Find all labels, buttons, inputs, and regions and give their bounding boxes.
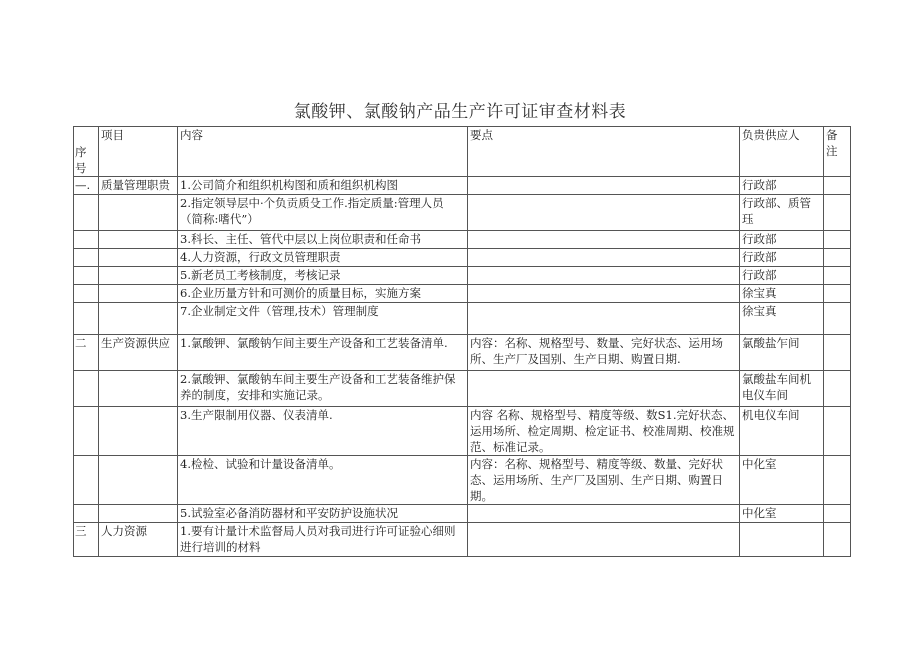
table-row <box>74 371 851 407</box>
cell-note <box>824 335 851 371</box>
cell-points <box>468 267 740 285</box>
cell-project <box>99 505 178 523</box>
cell-points <box>468 231 740 249</box>
cell-points: 内容 名称、规格型号、精度等级、数S1.完好状态、运用场所、检定周期、检定证书、校准周期、校准规范、标准记录。 <box>468 407 740 456</box>
cell-responsible: 氯酸盐乍间 <box>740 335 824 371</box>
cell-note <box>824 407 851 456</box>
cell-responsible: 中化室 <box>740 505 824 523</box>
cell-note <box>824 371 851 407</box>
cell-note <box>824 505 851 523</box>
table-row <box>74 195 851 231</box>
table-row <box>74 249 851 267</box>
cell-content: 4.人力资源，行政文员管理职责 <box>178 249 468 267</box>
table-row <box>74 177 851 195</box>
table-row <box>74 303 851 335</box>
cell-note <box>824 231 851 249</box>
table-row <box>74 267 851 285</box>
cell-note <box>824 195 851 231</box>
cell-content: 1.氯酸钾、氯酸钠乍间主要生产设备和工艺装备清单. <box>178 335 468 371</box>
cell-responsible: 行政部 <box>740 249 824 267</box>
header-content: 内容 <box>178 127 468 177</box>
cell-project <box>99 456 178 505</box>
cell-seq <box>74 231 99 249</box>
cell-responsible: 行政部 <box>740 267 824 285</box>
cell-note <box>824 285 851 303</box>
table-row <box>74 456 851 505</box>
document-title: 氯酸钾、氯酸钠产品生产许可证审查材料表 <box>293 102 627 122</box>
cell-content: 1.公司简介和组织机构图和质和组织机构图 <box>178 177 468 195</box>
cell-responsible: 行政部 <box>740 231 824 249</box>
cell-content: 5.新老员工考核制度，考核记录 <box>178 267 468 285</box>
cell-seq <box>74 303 99 335</box>
cell-note <box>824 456 851 505</box>
cell-note <box>824 177 851 195</box>
cell-content: 3.生产限制用仪器、仪表清单. <box>178 407 468 456</box>
cell-project: 质量管理职贵 <box>99 177 178 195</box>
cell-points <box>468 177 740 195</box>
cell-points <box>468 285 740 303</box>
cell-seq <box>74 505 99 523</box>
cell-project <box>99 231 178 249</box>
cell-seq <box>74 407 99 456</box>
cell-responsible: 氯酸盐车间机电仪车间 <box>740 371 824 407</box>
cell-seq <box>74 249 99 267</box>
cell-responsible: 徐宝真 <box>740 285 824 303</box>
header-row <box>74 127 851 177</box>
cell-points <box>468 371 740 407</box>
cell-responsible: 行政部、质管珏 <box>740 195 824 231</box>
cell-points: 内容：名称、规格型号、精度等级、数量、完好状态、运用场所、生产厂及国别、生产日期、购置日期。 <box>468 456 740 505</box>
cell-seq: —. <box>74 177 99 195</box>
cell-seq <box>74 456 99 505</box>
cell-project <box>99 267 178 285</box>
cell-note <box>824 303 851 335</box>
table-row <box>74 523 851 557</box>
cell-note <box>824 249 851 267</box>
cell-seq <box>74 267 99 285</box>
cell-responsible: 机电仪车间 <box>740 407 824 456</box>
cell-points: 内容：名称、规格型号、数量、完好状态、运用场所、生产厂及国别、生产日期、购置日期. <box>468 335 740 371</box>
cell-content: 4.检检、试验和计量设备清单。 <box>178 456 468 505</box>
cell-seq <box>74 195 99 231</box>
cell-project: 人力资源 <box>99 523 178 557</box>
header-project: 项目 <box>99 127 178 177</box>
cell-responsible: 中化室 <box>740 456 824 505</box>
header-seq: 序号 <box>74 127 99 177</box>
cell-note <box>824 267 851 285</box>
header-note: 备注 <box>824 127 851 177</box>
table-row <box>74 335 851 371</box>
header-points: 要点 <box>468 127 740 177</box>
table-row <box>74 285 851 303</box>
cell-points <box>468 523 740 557</box>
table-row <box>74 407 851 456</box>
cell-content: 3.科长、主任、管代中层以上岗位职责和任命书 <box>178 231 468 249</box>
cell-project <box>99 249 178 267</box>
cell-content: 7.企业制定文件（管理,技术）管理制度 <box>178 303 468 335</box>
cell-project <box>99 285 178 303</box>
cell-points <box>468 195 740 231</box>
cell-responsible <box>740 523 824 557</box>
table-row <box>74 505 851 523</box>
cell-content: 1.要有计量计术监督局人员对我司进行许可证验心细则进行培训的材料 <box>178 523 468 557</box>
cell-project <box>99 303 178 335</box>
cell-content: 6.企业历量方针和可测价的质量目标，实施方案 <box>178 285 468 303</box>
cell-content: 2.指定领导层中·个负贡质殳工作.指定质量:管理人员（简称:嗜代”） <box>178 195 468 231</box>
cell-responsible: 行政部 <box>740 177 824 195</box>
cell-note <box>824 523 851 557</box>
cell-points <box>468 303 740 335</box>
review-materials-table <box>73 126 851 557</box>
cell-project <box>99 195 178 231</box>
cell-project <box>99 371 178 407</box>
cell-seq: 三 <box>74 523 99 557</box>
table-row <box>74 231 851 249</box>
cell-project <box>99 407 178 456</box>
cell-points <box>468 505 740 523</box>
cell-points <box>468 249 740 267</box>
cell-seq: 二 <box>74 335 99 371</box>
cell-content: 2.氯酸钾、氯酸钠车间主要生产设备和工艺装备维护保养的制度，安排和实施记录。 <box>178 371 468 407</box>
cell-project: 生产资源供应 <box>99 335 178 371</box>
cell-responsible: 徐宝真 <box>740 303 824 335</box>
cell-content: 5.试验室必备消防器材和平安防护设施状况 <box>178 505 468 523</box>
header-responsible: 负贵供应人 <box>740 127 824 177</box>
cell-seq <box>74 371 99 407</box>
cell-seq <box>74 285 99 303</box>
